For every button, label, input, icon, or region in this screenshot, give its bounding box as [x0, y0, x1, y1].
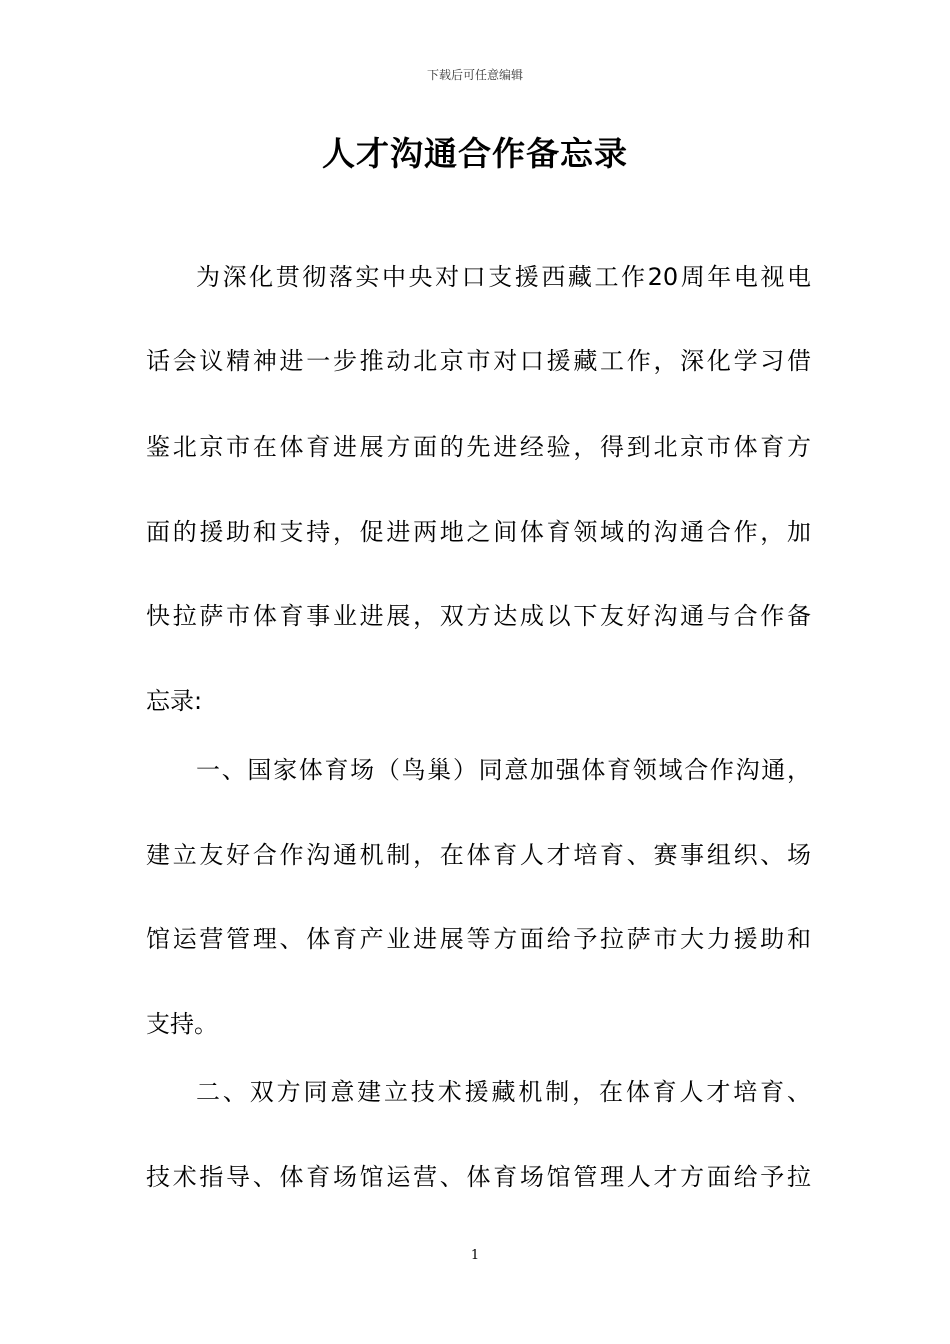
- body-line-5: 快拉萨市体育事业进展，双方达成以下友好沟通与合作备: [146, 602, 811, 630]
- body-line-11: 二、双方同意建立技术援藏机制，在体育人才培育、: [196, 1078, 811, 1106]
- header-note: 下载后可任意编辑: [426, 68, 523, 82]
- body-line-12: 技术指导、体育场馆运营、体育场馆管理人才方面给予拉: [146, 1163, 811, 1191]
- body-line-7: 一、国家体育场（鸟巢）同意加强体育领域合作沟通，: [196, 756, 811, 784]
- body-line-4: 面的援助和支持，促进两地之间体育领域的沟通合作，加: [146, 518, 811, 546]
- body-line-3: 鉴北京市在体育进展方面的先进经验，得到北京市体育方: [146, 433, 811, 461]
- body-line-9: 馆运营管理、体育产业进展等方面给予拉萨市大力援助和: [146, 925, 811, 953]
- document-title: 人才沟通合作备忘录: [322, 134, 628, 173]
- page-number: 1: [470, 1248, 480, 1263]
- body-line-6: 忘录:: [146, 687, 203, 715]
- body-line-2: 话会议精神进一步推动北京市对口援藏工作，深化学习借: [146, 347, 811, 375]
- body-line-1: 为深化贯彻落实中央对口支援西藏工作20周年电视电: [196, 263, 811, 291]
- body-line-10: 支持。: [146, 1010, 218, 1038]
- body-line-8: 建立友好合作沟通机制，在体育人才培育、赛事组织、场: [146, 841, 811, 869]
